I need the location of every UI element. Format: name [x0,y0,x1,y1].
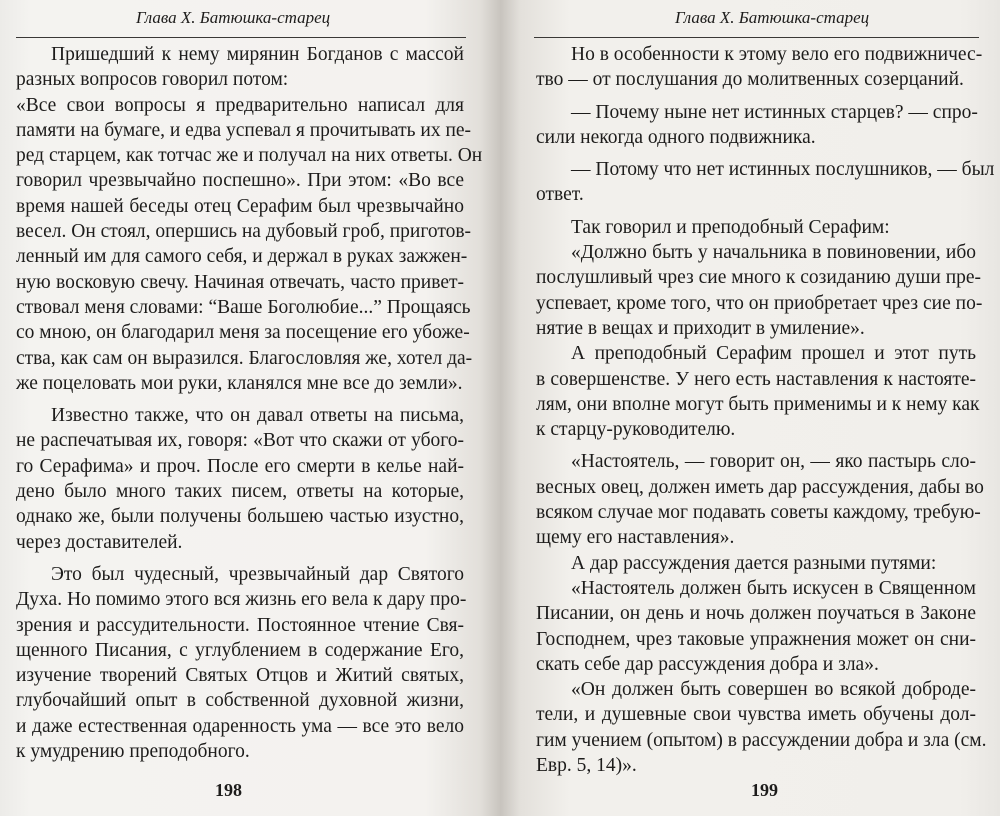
text-line: через доставителей. [16,531,183,553]
paragraph-gap [536,442,976,449]
text-line: в совершенстве. У него есть наставления к настояте- [536,368,976,390]
paragraph-gap [16,396,464,403]
text-line: послушливый чрез сие много к созиданию души пре- [536,267,982,289]
text-line: ную восковую свечу. Начиная отвечать, часто привет- [16,271,464,293]
text-line: ленный им для самого себя, и держал в руках зажжен- [16,246,468,268]
text-line: тели, и душевные свои чувства иметь обучены дол- [536,704,976,726]
text-line: скать себе дар рассуждения добра и зла». [536,653,879,675]
text-line: Известно также, что он давал ответы на письма, [51,405,464,427]
text-line: лям, они вполне могут быть применимы и к нему как [536,393,980,415]
text-line: — Потому что нет истинных послушников, — был [571,159,995,181]
text-line: ства, как сам он выразился. Благословляя же, хотел да- [16,347,473,369]
text-line: тво — от послушания до молитвенных созерцаний. [536,69,964,91]
text-line: «Он должен быть совершен во всякой доброде- [571,679,976,701]
text-line: же поцеловать мои руки, кланялся мне все до земли». [16,372,463,394]
right-page [500,0,1000,816]
text-line: щему его наставления». [536,527,735,549]
text-line: весных овец, должен иметь дар рассуждения, дабы во [536,476,984,498]
text-line: однако же, были получены большею частью изустно, [16,506,464,528]
text-line: «Настоятель, — говорит он, — яко пастырь сло- [571,451,976,473]
text-line: успевает, кроме того, что он приобретает чрез сие по- [536,292,983,314]
text-line: памяти на бумаге, и едва успевал я прочитывать их пе- [16,119,472,141]
text-line: «Должно быть у начальника в повиновении, ибо [571,242,976,264]
text-line: Духа. Но помимо этого вся жизнь его вела к дару про- [16,589,467,611]
text-line: всяком случае мог подавать советы каждому, требую- [536,502,981,524]
text-line: сили некогда одного подвижника. [536,126,816,148]
text-line: го Серафима» и проч. После его смерти в келье най- [16,455,464,477]
paragraph-gap [536,208,976,215]
left-header-rule [16,37,466,38]
paragraph-gap [536,150,976,157]
left-page-text [16,42,483,764]
text-line: изучение творений Святых Отцов и Житий святых, [16,665,464,687]
text-line: — Почему ныне нет истинных старцев? — спро- [571,101,978,123]
text-line: ответ. [536,184,584,206]
text-line: Писании, он день и ночь должен поучаться в Законе [536,603,976,625]
text-line: ред старцем, как тотчас же и получал на них ответы. Он [16,145,483,167]
text-line: разных вопросов говорил потом: [16,69,289,91]
text-line: А преподобный Серафим прошел и этот путь [571,343,976,365]
right-page-text [536,42,995,778]
right-running-header: Глава X. Батюшка-старец [675,8,870,27]
text-line: нятие в вещах и приходит в умиление». [536,317,865,339]
text-line: и даже естественная одаренность ума — все это вело [16,715,464,737]
text-line: гим учением (опытом) в рассуждении добра и зла (см. [536,729,987,751]
text-line: А дар рассуждения дается разными путями: [571,552,937,574]
left-page-number: 198 [215,780,242,800]
text-line: ствовал меня словами: “Ваше Боголюбие...” Прощаясь [16,296,471,318]
text-line: Это был чудесный, чрезвычайный дар Святого [51,563,464,585]
text-line: не распечатывая их, говоря: «Вот что скажи от убого- [16,430,464,452]
paragraph-gap [16,555,464,562]
right-header-rule [534,37,979,38]
text-line: Так говорил и преподобный Серафим: [571,216,890,238]
text-line: Господнем, чрез таковые упражнения может он сни- [536,628,976,650]
text-line: Евр. 5, 14)». [536,755,637,777]
text-line: говорил чрезвычайно поспешно». При этом: «Во все [16,170,464,192]
text-line: к умудрению преподобного. [16,741,250,763]
left-running-header: Глава X. Батюшка-старец [136,8,331,27]
right-page-number: 199 [751,780,778,800]
paragraph-gap [536,93,976,100]
text-line: Но в особенности к этому вело его подвижничес- [571,44,983,65]
text-line: со мною, он благодарил меня за посещение его убоже- [16,322,470,344]
text-line: «Настоятель должен быть искусен в Священном [571,577,976,599]
text-line: весел. Он стоял, опершись на дубовый гроб, приготов- [16,221,472,243]
text-line: зрения и рассудительности. Постоянное чтение Свя- [16,614,464,636]
text-line: к старцу-руководителю. [536,419,736,441]
text-line: «Все свои вопросы я предварительно написал для [16,94,464,116]
text-line: щенного Писания, с углублением в содержание Его, [16,639,464,661]
text-line: дено было много таких писем, ответы на которые, [16,481,464,503]
text-line: глубочайший опыт в собственной духовной жизни, [16,690,464,712]
text-line: Пришедший к нему мирянин Богданов с массой [51,44,464,65]
text-line: время нашей беседы отец Серафим был чрезвычайно [16,195,464,217]
